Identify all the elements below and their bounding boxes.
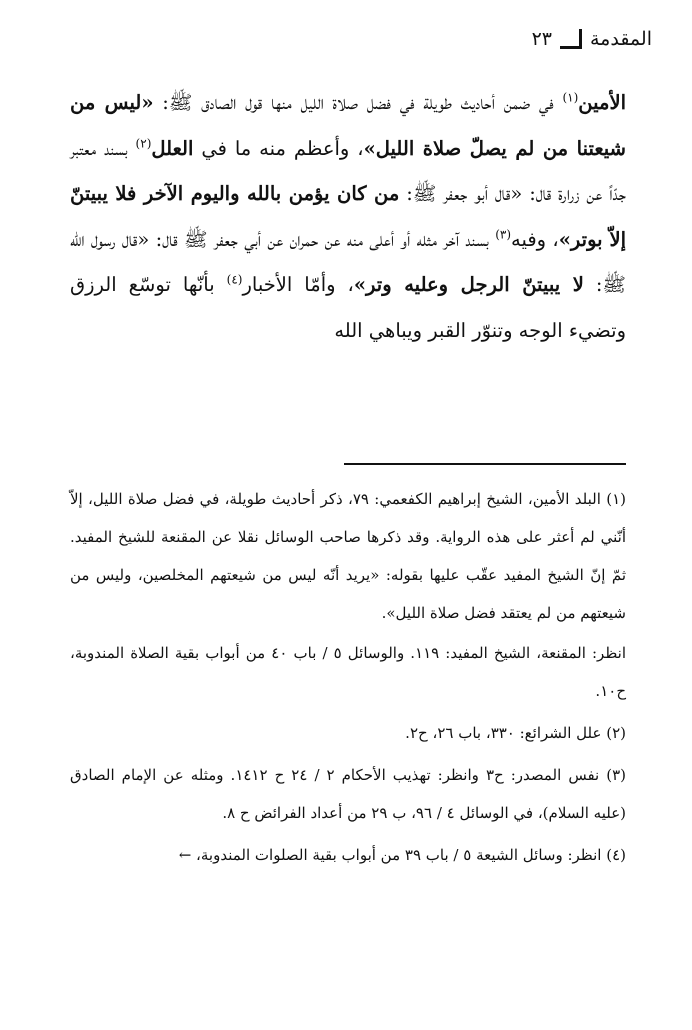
page-header <box>532 28 652 50</box>
footnote-divider <box>344 463 626 465</box>
footnote-1: (١) البلد الأمين، الشيخ إبراهيم الكفعمي: ٧٩، ذكر أحاديث طويلة، في فضل صلاة الليل، إلاّ أنّني لم أعثر على هذه الرواية. وقد ذكرها صاحب الوسائل نقلا عن المقنعة للشيخ المفيد. ثمّ إنّ الشيخ المفيد عقّب عليها بقوله: «يريد أنّه ليس من شيعتهم المخلصين، وليس من شيعتهم من لم يعتقد فضل صلاة الليل». <box>70 490 626 622</box>
main-text <box>70 80 626 354</box>
footnotes <box>70 480 626 874</box>
hadith-quote: «ليس من شيعتنا من لم يصلّ صلاة الليل» <box>70 91 626 160</box>
footnote-2: (٢) علل الشرائع: ٣٣٠، باب ٢٦، ح٢. <box>405 724 626 742</box>
text-run: ، وأمّا الأخبار <box>242 273 354 297</box>
text-run: بأنّها توسّع الرزق وتضيء الوجه وتنوّر القبر ويباهي الله <box>70 273 626 342</box>
bold-term: الأمين <box>578 91 626 114</box>
hadith-quote: من كان يؤمن بالله واليوم الآخر فلا يبيتنّ إلاّ بوتر» <box>70 182 627 251</box>
footnote-3: (٣) نفس المصدر: ح٣ وانظر: تهذيب الأحكام ٢ / ٢٤ ح ١٤١٢. ومثله عن الإمام الصادق (عليه السلام)، في الوسائل ٤ / ٩٦، ب ٢٩ من أعداد الفرائض ح ٨. <box>70 766 627 822</box>
hadith-quote: لا يبيتنّ الرجل وعليه وتر» <box>353 273 584 297</box>
footnote-ref: (١) <box>562 90 579 105</box>
footnote-ref: (٤) <box>226 272 243 287</box>
text-run: ، وفيه <box>511 227 559 251</box>
text-run: بسند معتبر جدّاً عن زرارة قال: «قال أبو جعفر ﷺ: <box>70 136 626 206</box>
text-run: بسند آخر مثله أو أعلى منه عن حمران عن أبي جعفر ﷺ قال: «قال رسول الله ﷺ: <box>70 227 626 297</box>
header-ornament <box>560 29 582 49</box>
text-run: في ضمن أحاديث طويلة في فضل صلاة الليل منها قول الصادق ﷺ: <box>153 91 563 114</box>
bold-term: العلل <box>151 136 194 160</box>
footnote-ref: (٣) <box>495 227 512 242</box>
page-number: ٢٣ <box>531 28 552 50</box>
footnote-ref: (٢) <box>135 136 152 151</box>
text-run: ، وأعظم منه ما في <box>193 136 364 160</box>
section-title: المقدمة <box>589 28 652 50</box>
footnote-4: (٤) انظر: وسائل الشيعة ٥ / باب ٣٩ من أبواب بقية الصلوات المندوبة، ← <box>178 846 626 864</box>
footnote-1-reference: انظر: المقنعة، الشيخ المفيد: ١١٩. والوسائل ٥ / باب ٤٠ من أبواب بقية الصلاة المندوبة، ح١٠. <box>70 644 626 700</box>
